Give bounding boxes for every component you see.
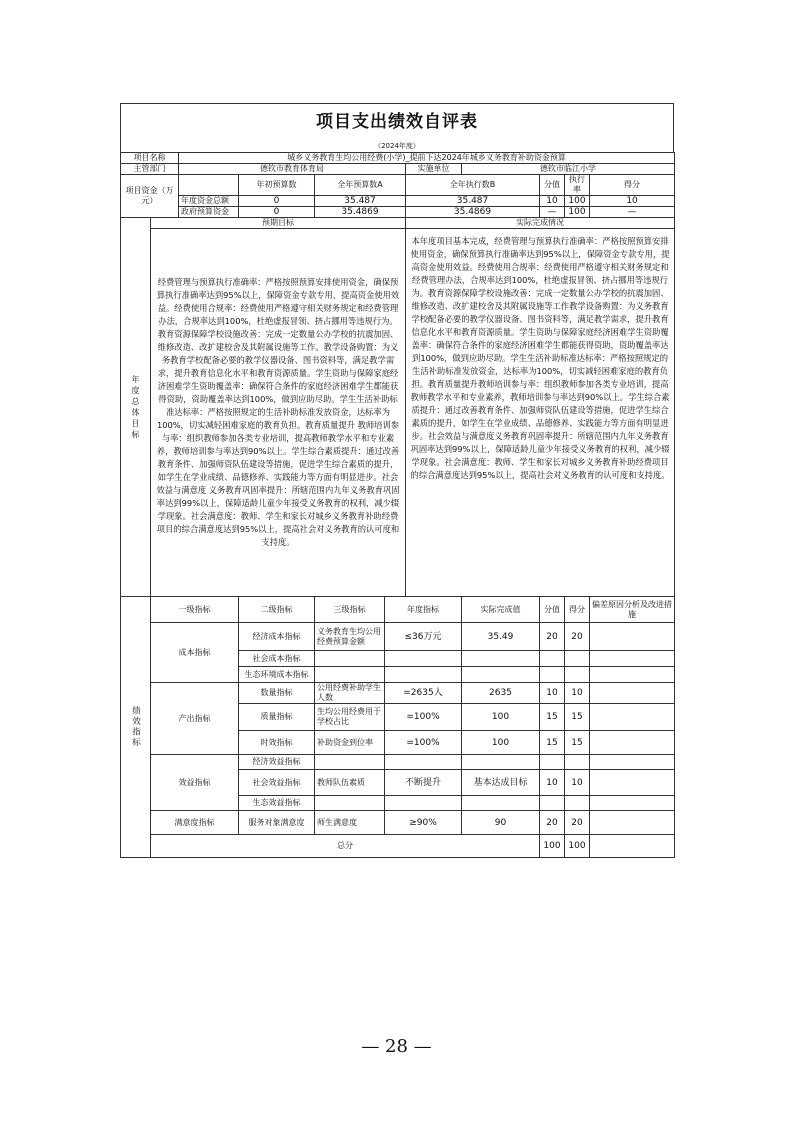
target-cell: =100% (385, 731, 462, 755)
total-row (121, 835, 675, 858)
level2-cell: 数量指标 (239, 683, 315, 704)
funds-annual: 35.487 (315, 196, 406, 207)
target-cell: 不断提升 (385, 770, 462, 796)
indicators-label: 绩效指标 (130, 706, 141, 748)
level2-cell: 生态环境成本指标 (239, 667, 315, 683)
level1-cost: 成本指标 (151, 623, 239, 683)
level2-cell: 社会效益指标 (239, 770, 315, 796)
level3-cell: 公用经费补助学生人数 (315, 683, 385, 704)
level3-cell: 义务教育生均公用经费预算金额 (315, 623, 385, 651)
funds-row-name: 政府预算资金 (179, 207, 239, 218)
actual-cell (462, 667, 540, 683)
note-cell (590, 683, 675, 704)
table-row (121, 755, 675, 770)
goals-content-row (121, 229, 675, 597)
note-cell (590, 755, 675, 770)
note-cell (590, 770, 675, 796)
funds-executed: 35.4869 (406, 207, 540, 218)
goals-header-row (121, 218, 675, 229)
level2-cell: 服务对象满意度 (239, 811, 315, 835)
level2-cell: 社会成本指标 (239, 651, 315, 667)
header-level2: 二级指标 (239, 597, 315, 623)
actual-header: 实际完成情况 (406, 218, 675, 229)
header-actual: 实际完成值 (462, 597, 540, 623)
funds-rate: 100 (565, 207, 590, 218)
impl-value: 德钦市临江小学 (462, 164, 675, 175)
funds-header-score: 得分 (590, 175, 675, 196)
target-cell (385, 755, 462, 770)
indicators-header-row (121, 597, 675, 623)
funds-row-name: 年度资金总额 (179, 196, 239, 207)
dept-label: 主管部门 (121, 164, 179, 175)
funds-score: 10 (590, 196, 675, 207)
level1-benefit: 效益指标 (151, 755, 239, 811)
impl-label: 实施单位 (406, 164, 462, 175)
score-cell: 10 (565, 683, 590, 704)
project-name-label: 项目名称 (121, 153, 179, 164)
funds-initial: 0 (239, 196, 315, 207)
level3-cell (315, 651, 385, 667)
level1-satisfaction: 满意度指标 (151, 811, 239, 835)
funds-annual: 35.4869 (315, 207, 406, 218)
actual-cell: 100 (462, 704, 540, 731)
expected-goal-text: 经费管理与预算执行准确率：严格按照预算安排使用资金，确保预算执行准确率达到95%以上，保障资金专款专用，提高资金使用效益。经费使用合规率：经费使用严格遵守相关财务规定和经费管理办法，合规率达到100%，杜绝虚报冒领、挤占挪用等违规行为。教育资源保障学校设施改善：完成一定数量公办学校的抗震加固、维修改造、改扩建校舍及其附属设施等工作。教学设备购置：为义务教育学校配备必要的教学仪器设备、图书资料等，满足教学需求，提升教育信息化水平和教育资源质量。学生资助与保障家庭经济困难学生资助覆盖率：确保符合条件的家庭经济困难学生都能获得资助，资助覆盖率达到100%，做到应助尽助。学生生活补助标准达标率：严格按照规定的生活补助标准发放资金，达标率为100%，切实减轻困难家庭的教育负担。教育质量提升 教师培训参与率：组织教师参加各类专业培训，提高教师教学水平和专业素养，教师培训参与率达到90%以上。学生综合素质提升：通过改善教育条件、加强师资队伍建设等措施，促进学生综合素质的提升，如学生在学业成绩、品德修养、实践能力等方面有明显进步。社会效益与满意度 义务教育巩固率提升：所辖范围内九年义务教育巩固率达到99%以上，保障适龄儿童少年接受义务教育的权利，减少辍学现象。社会满意度：教师、学生和家长对城乡义务教育补助经费项目的综合满意度达到95%以上，提高社会对义务教育的认可度和支持度。 (151, 229, 406, 597)
score-cell (565, 796, 590, 811)
level2-cell: 生态效益指标 (239, 796, 315, 811)
note-cell (590, 811, 675, 835)
funds-executed: 35.487 (406, 196, 540, 207)
level3-cell: 补助资金到位率 (315, 731, 385, 755)
funds-header-annual: 全年预算数A (315, 175, 406, 196)
funds-row-gov (121, 207, 675, 218)
actual-cell: 2635 (462, 683, 540, 704)
actual-cell (462, 796, 540, 811)
target-cell (385, 796, 462, 811)
funds-rate: 100 (565, 196, 590, 207)
target-cell: =100% (385, 704, 462, 731)
funds-label: 项目资金（万元） (121, 175, 179, 218)
dept-value: 德钦市教育体育局 (179, 164, 406, 175)
max-cell (540, 667, 565, 683)
actual-cell (462, 651, 540, 667)
total-note (590, 835, 675, 858)
table-row (121, 623, 675, 651)
target-cell: ≤36万元 (385, 623, 462, 651)
level3-cell: 师生满意度 (315, 811, 385, 835)
max-cell (540, 755, 565, 770)
form-title: 项目支出绩效自评表 (120, 103, 674, 141)
actual-cell: 90 (462, 811, 540, 835)
level3-cell (315, 667, 385, 683)
goals-label-cell (121, 218, 151, 597)
funds-score-max: — (540, 207, 565, 218)
dept-row (121, 164, 675, 175)
note-cell (590, 731, 675, 755)
score-cell (565, 651, 590, 667)
header-max: 分值 (540, 597, 565, 623)
funds-header-executed: 全年执行数B (406, 175, 540, 196)
project-name: 城乡义务教育生均公用经费(小学)_提前下达2024年城乡义务教育补助资金预算 (179, 153, 675, 164)
level2-cell: 经济效益指标 (239, 755, 315, 770)
table-row (121, 811, 675, 835)
total-label: 总分 (151, 835, 540, 858)
target-cell: ≥90% (385, 811, 462, 835)
page-number: — 28 — (361, 1036, 432, 1057)
funds-score-max: 10 (540, 196, 565, 207)
max-cell: 10 (540, 770, 565, 796)
level2-cell: 经济成本指标 (239, 623, 315, 651)
actual-cell: 100 (462, 731, 540, 755)
target-cell (385, 667, 462, 683)
max-cell: 20 (540, 811, 565, 835)
note-cell (590, 623, 675, 651)
max-cell: 10 (540, 683, 565, 704)
funds-score: — (590, 207, 675, 218)
actual-goal-text: 本年度项目基本完成，经费管理与预算执行准确率：严格按照预算安排使用资金，确保预算执行准确率达到95%以上，保障资金专款专用，提高资金使用效益。经费使用合规率：经费使用严格遵守相关财务规定和经费管理办法，合规率达到100%，杜绝虚报冒领、挤占挪用等违规行为。教育资源保障学校设施改善：完成一定数量公办学校的抗震加固、维修改造、改扩建校舍及其附属设施等工作教学设备购置：为义务教育学校配备必要的教学仪器设备、图书资料等，满足教学需求，提升教育信息化水平和教育资源质量。学生资助与保障家庭经济困难学生资助覆盖率：确保符合条件的家庭经济困难学生都能获得资助，资助覆盖率达到100%，做到应助尽助。学生生活补助标准达标率：严格按照规定的生活补助标准发放资金，达标率为100%，切实减轻困难家庭的教育负担。教育质量提升教师培训参与率：组织教师参加各类专业培训，提高教师教学水平和专业素养，教师培训参与率达到90%以上。学生综合素质提升：通过改善教育条件、加强师资队伍建设等措施，促进学生综合素质的提升，如学生在学业成绩、品德修养、实践能力等方面有明显进步。社会效益与满意度义务教育巩固率提升：所辖范围内九年义务教育巩固率达到99%以上，保障适龄儿童少年接受义务教育的权利，减少辍学现象。社会满意度：教师、学生和家长对城乡义务教育补助经费项目的综合满意度达到95%以上，提高社会对义务教育的认可度和支持度。 (406, 229, 675, 597)
score-cell (565, 667, 590, 683)
actual-cell: 基本达成目标 (462, 770, 540, 796)
form-table (120, 152, 675, 858)
max-cell (540, 796, 565, 811)
funds-initial: 0 (239, 207, 315, 218)
level3-cell (315, 755, 385, 770)
indicators-label-cell (121, 597, 151, 858)
max-cell: 20 (540, 623, 565, 651)
level3-cell: 教师队伍素质 (315, 770, 385, 796)
note-cell (590, 667, 675, 683)
header-level1: 一级指标 (151, 597, 239, 623)
note-cell (590, 651, 675, 667)
header-note: 偏差原因分析及改进措施 (590, 597, 675, 623)
max-cell: 15 (540, 731, 565, 755)
note-cell (590, 704, 675, 731)
funds-header-rate: 执行率 (565, 175, 590, 196)
score-cell (565, 755, 590, 770)
header-level3: 三级指标 (315, 597, 385, 623)
year-note: （2024年度） (120, 141, 674, 152)
level1-output: 产出指标 (151, 683, 239, 755)
target-cell: =2635人 (385, 683, 462, 704)
score-cell: 15 (565, 731, 590, 755)
total-max: 100 (540, 835, 565, 858)
note-cell (590, 796, 675, 811)
level3-cell (315, 796, 385, 811)
actual-cell (462, 755, 540, 770)
expected-header: 预期目标 (151, 218, 406, 229)
score-cell: 20 (565, 623, 590, 651)
score-cell: 15 (565, 704, 590, 731)
score-cell: 10 (565, 770, 590, 796)
max-cell (540, 651, 565, 667)
funds-header-initial: 年初预算数 (239, 175, 315, 196)
table-row (121, 683, 675, 704)
max-cell: 15 (540, 704, 565, 731)
level2-cell: 质量指标 (239, 704, 315, 731)
funds-empty-cell (179, 175, 239, 196)
header-target: 年度指标 (385, 597, 462, 623)
score-cell: 20 (565, 811, 590, 835)
header-score: 得分 (565, 597, 590, 623)
level3-cell: 生均公用经费用于学校占比 (315, 704, 385, 731)
target-cell (385, 651, 462, 667)
funds-header-score-max: 分值 (540, 175, 565, 196)
level2-cell: 时效指标 (239, 731, 315, 755)
project-name-row (121, 153, 675, 164)
total-score: 100 (565, 835, 590, 858)
self-evaluation-form (120, 103, 674, 858)
funds-header-row (121, 175, 675, 196)
actual-cell: 35.49 (462, 623, 540, 651)
goals-label: 年度总体目标 (131, 375, 140, 439)
funds-row-total (121, 196, 675, 207)
